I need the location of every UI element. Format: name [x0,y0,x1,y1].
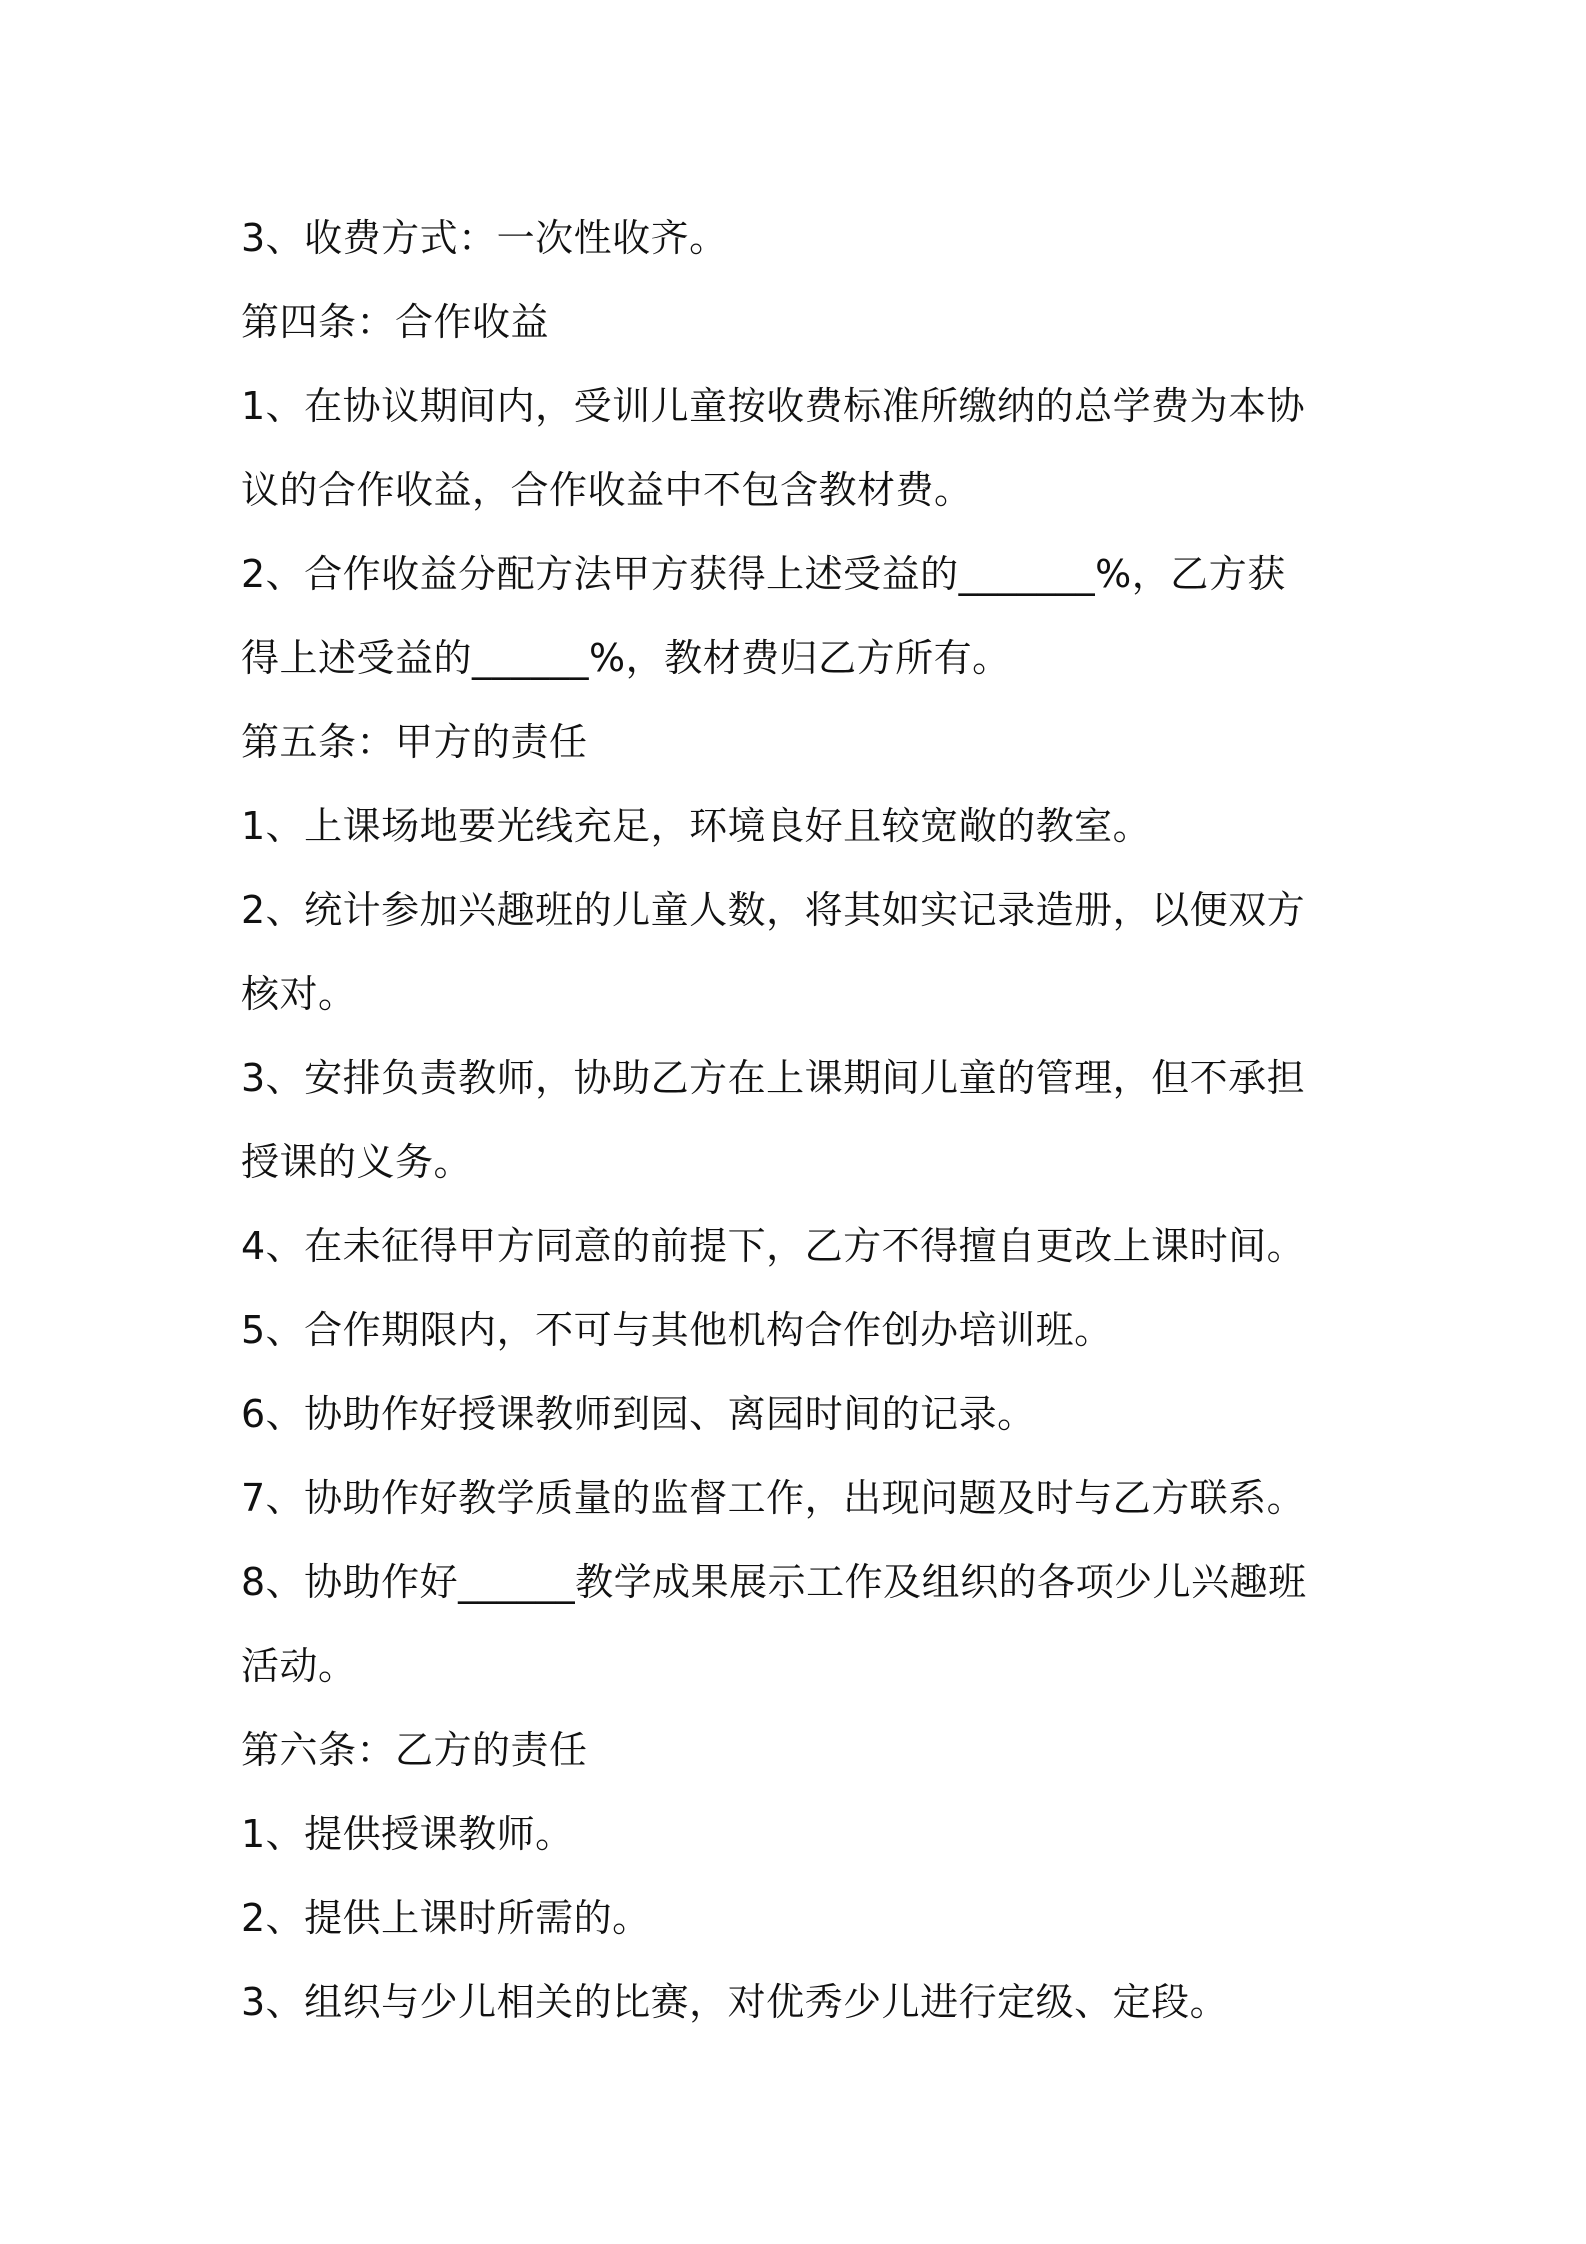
article-5-heading: 第五条：甲方的责任 [241,720,588,764]
clause-5-6: 6、协助作好授课教师到园、离园时间的记录。 [241,1392,1036,1436]
document-body [241,196,1351,2044]
clause-4-2-line-2: 得上述受益的______%，教材费归乙方所有。 [241,636,1011,680]
clause-5-5: 5、合作期限内，不可与其他机构合作创办培训班。 [241,1308,1113,1352]
article-4-heading: 第四条：合作收益 [241,300,550,344]
clause-6-3: 3、组织与少儿相关的比赛，对优秀少儿进行定级、定段。 [241,1980,1229,2024]
clause-4-1-line-1: 1、在协议期间内，受训儿童按收费标准所缴纳的总学费为本协 [241,384,1306,428]
clause-5-2-line-1: 2、统计参加兴趣班的儿童人数，将其如实记录造册，以便双方 [241,888,1306,932]
article-6-heading: 第六条：乙方的责任 [241,1728,588,1772]
clause-5-8-line-1: 8、协助作好______教学成果展示工作及组织的各项少儿兴趣班 [241,1560,1307,1604]
clause-5-4: 4、在未征得甲方同意的前提下，乙方不得擅自更改上课时间。 [241,1224,1306,1268]
clause-4-2-line-1: 2、合作收益分配方法甲方获得上述受益的_______%，乙方获 [241,552,1286,596]
clause-5-2-line-2: 核对。 [241,972,357,1016]
clause-6-2: 2、提供上课时所需的。 [241,1896,651,1940]
clause-5-3-line-1: 3、安排负责教师，协助乙方在上课期间儿童的管理，但不承担 [241,1056,1306,1100]
clause-5-8-line-2: 活动。 [241,1644,357,1688]
clause-4-1-line-2: 议的合作收益，合作收益中不包含教材费。 [241,468,973,512]
clause-3-3-payment-method: 3、收费方式：一次性收齐。 [241,216,728,260]
clause-6-1: 1、提供授课教师。 [241,1812,574,1856]
clause-5-3-line-2: 授课的义务。 [241,1140,473,1184]
clause-5-1: 1、上课场地要光线充足，环境良好且较宽敞的教室。 [241,804,1152,848]
clause-5-7: 7、协助作好教学质量的监督工作，出现问题及时与乙方联系。 [241,1476,1306,1520]
